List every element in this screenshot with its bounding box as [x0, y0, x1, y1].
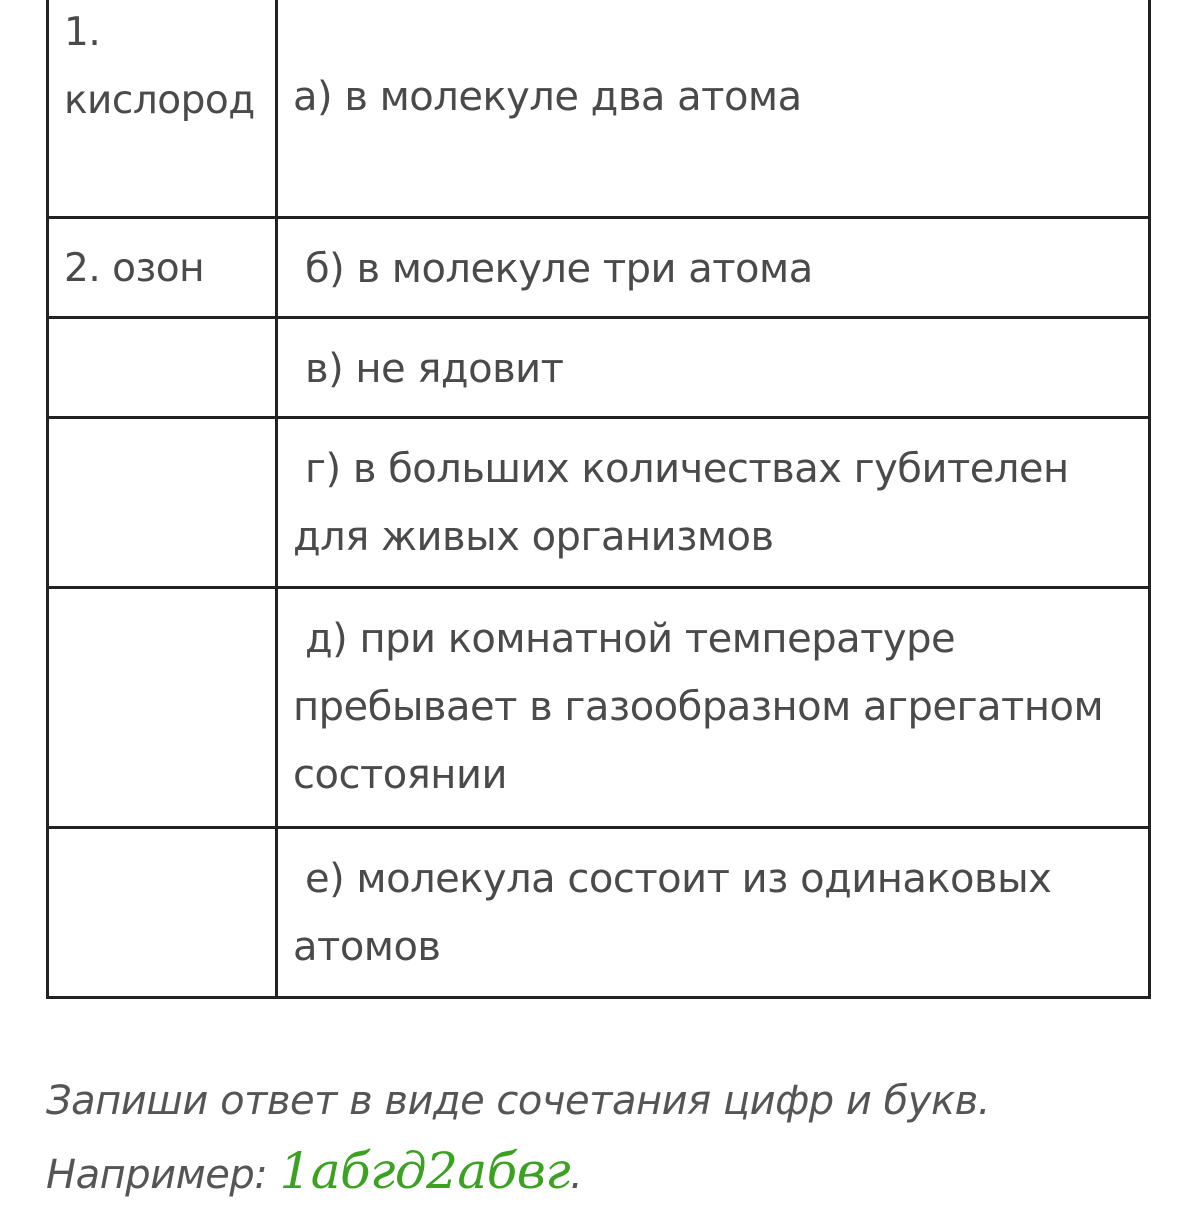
- property-label: г) в больших количествах губителен для живых организмов: [293, 446, 1069, 560]
- property-label: д) при комнатной температуре пребывает в газообразном агрегатном состоянии: [293, 616, 1104, 798]
- property-cell: [277, 0, 1150, 218]
- substance-label: 1. кислород: [64, 10, 255, 123]
- example-label: Например:: [46, 1152, 280, 1198]
- table-row: [48, 418, 1150, 588]
- matching-table: [46, 0, 1151, 999]
- table-row: [48, 588, 1150, 828]
- table-row: [48, 0, 1150, 218]
- example-value: 1абгд2абвг: [279, 1142, 571, 1200]
- property-cell: [277, 218, 1150, 318]
- substance-cell: [48, 828, 277, 998]
- substance-cell: [48, 418, 277, 588]
- example-line: [46, 1136, 990, 1210]
- property-label: е) молекула состоит из одинаковых атомов: [293, 856, 1052, 970]
- answer-instructions: [46, 1066, 990, 1210]
- substance-cell: [48, 218, 277, 318]
- property-label: б) в молекуле три атома: [305, 246, 813, 292]
- property-label: а) в молекуле два атома: [293, 74, 802, 120]
- substance-cell: [48, 0, 277, 218]
- substance-cell: [48, 588, 277, 828]
- property-label: в) не ядовит: [305, 346, 564, 392]
- substance-label: 2. озон: [64, 246, 205, 291]
- property-cell: [277, 588, 1150, 828]
- substance-cell: [48, 318, 277, 418]
- table-row: [48, 828, 1150, 998]
- property-cell: [277, 418, 1150, 588]
- example-end: .: [570, 1152, 583, 1198]
- table-row: [48, 318, 1150, 418]
- instruction-text: Запиши ответ в виде сочетания цифр и букв.: [46, 1078, 990, 1124]
- table-row: [48, 218, 1150, 318]
- property-cell: [277, 318, 1150, 418]
- property-cell: [277, 828, 1150, 998]
